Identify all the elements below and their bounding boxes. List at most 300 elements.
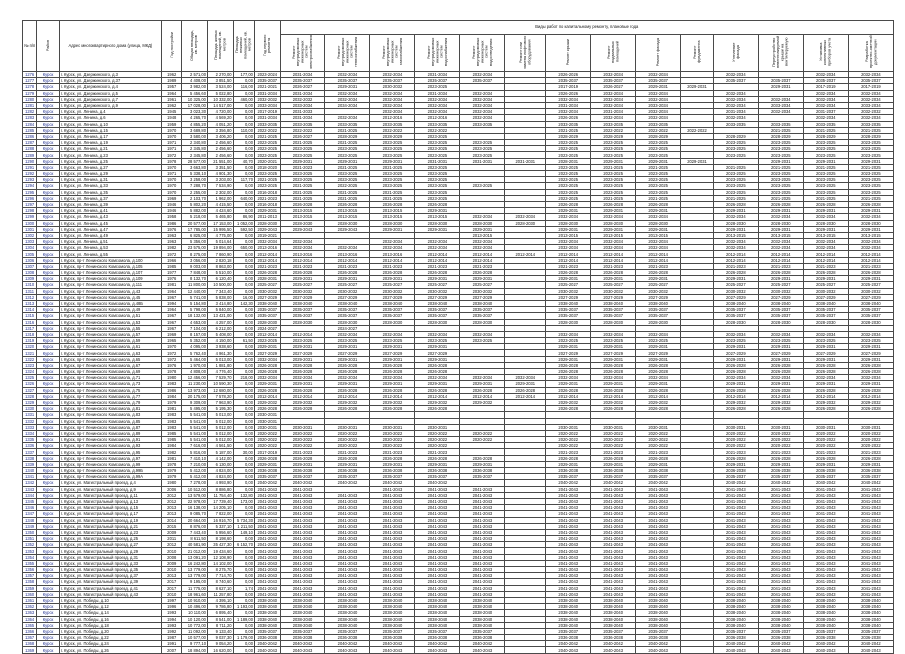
table-cell: 0,00 [233, 239, 254, 245]
table-cell: 2038-2040 [758, 616, 803, 622]
table-cell: 2027-2029 [546, 350, 591, 356]
row-number: 1358 [23, 579, 37, 585]
table-cell: 2041-2043 [325, 567, 370, 573]
table-cell: 2027-2029 [254, 294, 280, 300]
row-city: Курск [37, 350, 59, 356]
table-cell: 2028-2030 [848, 319, 893, 325]
table-cell: 2026-2028 [803, 201, 848, 207]
table-cell: 2041-2043 [713, 486, 758, 492]
table-cell: 8 157,00 [182, 331, 208, 337]
row-city: Курск [37, 604, 59, 610]
table-cell: 2028-2030 [370, 319, 415, 325]
table-cell: 2021-2025 [370, 189, 415, 195]
table-cell: 0,00 [233, 78, 254, 84]
table-cell: 1977 [161, 270, 181, 276]
table-cell: 2026-2028 [325, 201, 370, 207]
table-cell: 2027-2029 [370, 350, 415, 356]
table-cell: 9 195,00 [182, 579, 208, 585]
table-cell: 0,00 [233, 567, 254, 573]
row-number: 1285 [23, 127, 37, 133]
table-cell: 2032-2034 [803, 115, 848, 121]
row-city: Курск [37, 536, 59, 542]
table-cell: 2023-2025 [848, 189, 893, 195]
table-cell: 2032-2034 [591, 239, 636, 245]
table-cell: 2038-2040 [803, 616, 848, 622]
table-cell: 2032-2034 [325, 375, 370, 381]
table-cell: 2021-2025 [325, 140, 370, 146]
table-cell: 2032-2034 [803, 102, 848, 108]
table-cell: 0,00 [233, 381, 254, 387]
table-cell: 1983 [161, 418, 181, 424]
row-address: г. Курск, пр-т Ленинского Комсомола, д.85 [59, 418, 161, 424]
row-number: 1294 [23, 183, 37, 189]
table-cell: 2023-2025 [280, 146, 325, 152]
table-cell: 0,00 [233, 331, 254, 337]
table-cell: 2029-2032 [803, 399, 848, 405]
table-cell: 2040-2043 [713, 647, 758, 653]
table-cell: 2040-2043 [803, 647, 848, 653]
table-cell: 2032-2034 [415, 375, 460, 381]
table-cell: 2038-2040 [546, 616, 591, 622]
table-cell: 2023-2025 [758, 140, 803, 146]
row-number: 1290 [23, 158, 37, 164]
table-cell: 2032-2034 [636, 214, 681, 220]
table-cell: 2026-2027 [280, 84, 325, 90]
table-cell: 5 838,00 [207, 294, 233, 300]
table-cell: 2023-2025 [758, 152, 803, 158]
table-cell: 2038-2040 [415, 604, 460, 610]
table-cell: 2041-2043 [546, 554, 591, 560]
row-address: г. Курск, ул. Ленина, д.27 [59, 164, 161, 170]
table-cell: 2012-2014 [713, 393, 758, 399]
row-city: Курск [37, 399, 59, 405]
table-cell: 2041-2043 [415, 567, 460, 573]
table-cell: 2023-2025 [636, 177, 681, 183]
table-cell: 2016-2018 [254, 201, 280, 207]
table-cell: 2041-2043 [280, 560, 325, 566]
table-cell: 2035-2037 [254, 628, 280, 634]
table-cell: 2041-2043 [758, 585, 803, 591]
table-cell: 9 037,30 [207, 635, 233, 641]
table-cell: 2013-2015 [546, 232, 591, 238]
row-city: Курск [37, 140, 59, 146]
table-cell: 0,00 [233, 554, 254, 560]
table-cell: 2028-2030 [803, 220, 848, 226]
table-cell: 9 786,80 [207, 604, 233, 610]
table-cell: 2030-2031 [591, 424, 636, 430]
table-cell: 2040-2043 [758, 647, 803, 653]
table-cell: 5 541,00 [182, 437, 208, 443]
table-cell: 0,00 [233, 641, 254, 647]
table-cell: 2023-2025 [758, 189, 803, 195]
table-cell: 1983 [161, 381, 181, 387]
table-cell: 640,00 [233, 195, 254, 201]
row-number: 1366 [23, 628, 37, 634]
table-cell: 2032-2034 [280, 239, 325, 245]
table-cell: 2023-2025 [415, 152, 460, 158]
col-header-first-repair: Год первого ремонта [254, 21, 280, 72]
row-number: 1325 [23, 375, 37, 381]
row-address: г. Курск, ул. Победы, д.26 [59, 647, 161, 653]
table-cell: 2041-2043 [758, 492, 803, 498]
table-cell: 0,00 [233, 102, 254, 108]
capital-repair-table [22, 20, 894, 654]
table-cell: 7 278,00 [182, 480, 208, 486]
table-cell: 2041-2043 [254, 498, 280, 504]
row-city: Курск [37, 585, 59, 591]
table-cell: 40 581,90 [182, 542, 208, 548]
table-cell: 0,00 [233, 573, 254, 579]
table-cell: 2027-2029 [415, 350, 460, 356]
table-cell: 2030-2032 [254, 288, 280, 294]
row-number: 1304 [23, 245, 37, 251]
table-cell: 2040-2042 [803, 641, 848, 647]
table-cell: 2041-2043 [325, 492, 370, 498]
table-cell: 2026-2028 [280, 387, 325, 393]
table-cell: 0,00 [233, 146, 254, 152]
table-cell: 0,00 [233, 430, 254, 436]
table-cell: 2041-2043 [713, 505, 758, 511]
table-cell: 2026-2028 [803, 369, 848, 375]
table-cell: 2040-2042 [848, 641, 893, 647]
table-cell: 2021-2025 [370, 195, 415, 201]
table-cell: 7 860,90 [207, 251, 233, 257]
col-header-work-8: Ремонт подвальных помещений [591, 35, 636, 72]
table-cell: 2020-2022 [325, 437, 370, 443]
table-cell: 1969 [161, 195, 181, 201]
row-number: 1318 [23, 331, 37, 337]
table-cell: 7 822,00 [207, 511, 233, 517]
table-cell: 2023-2025 [803, 152, 848, 158]
table-cell: 2032-2034 [254, 356, 280, 362]
table-cell: 2029-2031 [758, 84, 803, 90]
table-cell: 2041-2043 [370, 529, 415, 535]
table-cell: 5 541,00 [182, 412, 208, 418]
table-cell: 2035-2037 [591, 78, 636, 84]
table-cell: 2012-2014 [280, 331, 325, 337]
table-cell: 2032-2034 [460, 102, 505, 108]
table-cell: 2020-2022 [591, 443, 636, 449]
table-cell: 2041-2043 [546, 560, 591, 566]
table-cell: 2041-2043 [460, 560, 505, 566]
table-cell: 2041-2043 [370, 579, 415, 585]
table-cell: 2035-2037 [803, 313, 848, 319]
table-cell: 2023-2025 [280, 177, 325, 183]
table-cell: 1 970,00 [182, 362, 208, 368]
row-number: 1329 [23, 399, 37, 405]
table-cell: 1978 [161, 158, 181, 164]
table-cell: 6 895,40 [207, 610, 233, 616]
row-number: 1300 [23, 220, 37, 226]
table-cell: 2026-2027 [280, 133, 325, 139]
table-cell: 2041-2043 [636, 511, 681, 517]
table-cell: 2035-2037 [636, 78, 681, 84]
table-cell: 2026-2028 [636, 369, 681, 375]
table-cell: 2041-2043 [325, 554, 370, 560]
table-cell: 2027-2029 [803, 294, 848, 300]
table-cell: 2032-2034 [803, 245, 848, 251]
table-cell: 2020-2022 [546, 430, 591, 436]
table-cell: 2026-2028 [758, 201, 803, 207]
table-cell: 2032-2034 [636, 239, 681, 245]
row-number: 1362 [23, 604, 37, 610]
table-cell: 2029-2031 [546, 356, 591, 362]
table-cell: 6 152,70 [233, 542, 254, 548]
row-address: г. Курск, ул. Ленина, д.49 [59, 232, 161, 238]
table-cell: 2020-2022 [636, 430, 681, 436]
table-cell: 2041-2043 [591, 536, 636, 542]
table-cell: 2029-2031 [370, 158, 415, 164]
table-cell: 2041-2043 [758, 554, 803, 560]
table-cell: 2035-2037 [803, 78, 848, 84]
row-address: г. Курск, пр-т Ленинского Комсомола, д.95 [59, 449, 161, 455]
table-cell: 2041-2043 [370, 548, 415, 554]
table-cell: 2041-2043 [280, 554, 325, 560]
table-cell: 2029-2043 [254, 226, 280, 232]
row-city: Курск [37, 220, 59, 226]
row-address: г. Курск, ул. Ленина, д.35 [59, 189, 161, 195]
table-cell: 2033-2034 [848, 102, 893, 108]
table-cell: 2031-2034 [415, 72, 460, 78]
table-cell: 2012-2014 [848, 257, 893, 263]
row-number: 1348 [23, 517, 37, 523]
col-header-work-5: Ремонт внутридомовых инженерных систем водоотведения [460, 35, 505, 72]
table-cell: 2041-2043 [848, 529, 893, 535]
row-address: г. Курск, пр-т Ленинского Комсомола, д.49 [59, 307, 161, 313]
row-city: Курск [37, 127, 59, 133]
table-cell: 5 541,00 [182, 418, 208, 424]
table-cell: 1991 [161, 641, 181, 647]
row-address: г. Курск, ул. Магистральный проезд, д.23 [59, 529, 161, 535]
table-cell: 2032-2034 [325, 115, 370, 121]
row-number: 1335 [23, 437, 37, 443]
table-cell: 2029-2031 [254, 208, 280, 214]
table-cell: 2032-2034 [848, 90, 893, 96]
table-cell: 2023-2025 [713, 146, 758, 152]
row-city: Курск [37, 461, 59, 467]
table-cell: 2024-2027 [254, 325, 280, 331]
table-cell: 2021-2025 [758, 127, 803, 133]
table-cell: 2023-2025 [758, 183, 803, 189]
table-cell: 2041-2043 [370, 542, 415, 548]
table-cell: 3 689,80 [182, 127, 208, 133]
table-cell: 0,00 [233, 412, 254, 418]
table-cell: 0,00 [233, 511, 254, 517]
table-cell: 2015 [161, 523, 181, 529]
table-cell: 2031-2034 [254, 90, 280, 96]
table-cell: 2012-2014 [280, 257, 325, 263]
table-cell: 2036-2038 [325, 468, 370, 474]
table-cell: 2 340,80 [182, 140, 208, 146]
table-cell: 1967 [161, 319, 181, 325]
table-cell: 2041-2043 [636, 523, 681, 529]
table-cell: 2025-2027 [460, 282, 505, 288]
table-cell: 2038-2040 [713, 597, 758, 603]
row-city: Курск [37, 362, 59, 368]
row-number: 1292 [23, 171, 37, 177]
table-cell: 2041-2043 [591, 492, 636, 498]
row-city: Курск [37, 455, 59, 461]
row-address: г. Курск, ул. Ленина, д.41 [59, 208, 161, 214]
table-cell: 2041-2043 [636, 536, 681, 542]
table-cell: 2026-2028 [848, 270, 893, 276]
table-cell: 2038-2040 [758, 622, 803, 628]
table-cell: 2032-2034 [591, 375, 636, 381]
table-cell: 2023-2025 [803, 338, 848, 344]
row-address: г. Курск, ул. Победы, д.20 [59, 628, 161, 634]
table-cell: 1985 [161, 437, 181, 443]
table-cell: 2013-2016 [254, 245, 280, 251]
table-cell: 5 541,00 [182, 430, 208, 436]
table-cell: 2035-2037 [460, 307, 505, 313]
row-city: Курск [37, 375, 59, 381]
table-cell: 8 275,70 [207, 567, 233, 573]
table-cell: 2041-2043 [803, 486, 848, 492]
table-cell: 2031-2034 [254, 115, 280, 121]
table-cell: 2013-2015 [713, 232, 758, 238]
table-cell: 2035-2037 [325, 307, 370, 313]
table-cell: 2020-2022 [848, 437, 893, 443]
table-cell: 2020-2022 [591, 437, 636, 443]
table-cell: 2029-2031 [546, 344, 591, 350]
table-cell: 2041-2043 [758, 505, 803, 511]
row-address: г. Курск, пр-т Ленинского Комсомола, д.61 [59, 344, 161, 350]
row-city: Курск [37, 430, 59, 436]
table-cell: 13 779,00 [182, 573, 208, 579]
table-cell: 2023-2025 [803, 177, 848, 183]
table-cell: 2032-2034 [280, 245, 325, 251]
table-cell: 2036-2038 [848, 635, 893, 641]
table-cell: 8 876,00 [182, 523, 208, 529]
row-number: 1347 [23, 511, 37, 517]
table-cell: 2025-2027 [758, 282, 803, 288]
table-cell: 2041-2043 [758, 591, 803, 597]
table-cell: 2041-2043 [415, 542, 460, 548]
table-cell: 0,00 [233, 597, 254, 603]
table-cell: 2032-2034 [370, 109, 415, 115]
row-number: 1301 [23, 226, 37, 232]
table-cell: 2035-2037 [803, 307, 848, 313]
table-cell: 16,00 [233, 294, 254, 300]
row-address: г. Курск, пр-т Ленинского Комсомола, д.65 [59, 356, 161, 362]
table-cell: 2012-2014 [636, 251, 681, 257]
table-cell: 4 653,00 [182, 319, 208, 325]
row-address: г. Курск, ул. Дзержинского, д.37 [59, 78, 161, 84]
table-cell: 2041-2043 [713, 517, 758, 523]
table-cell: 2029-2031 [848, 226, 893, 232]
table-cell: 1964 [161, 288, 181, 294]
table-cell: 2030-2032 [803, 288, 848, 294]
table-cell: 2038-2040 [460, 597, 505, 603]
table-cell: 2033-2035 [415, 121, 460, 127]
table-cell: 0,00 [233, 189, 254, 195]
table-cell: 2023-2025 [591, 171, 636, 177]
table-cell: 2029-2032 [280, 399, 325, 405]
table-cell: 2041-2043 [460, 567, 505, 573]
table-cell: 0,00 [233, 579, 254, 585]
table-cell: 2026-2028 [803, 362, 848, 368]
table-cell: 2040-2042 [546, 480, 591, 486]
table-cell: 2023-2025 [803, 146, 848, 152]
table-cell: 2012-2014 [803, 393, 848, 399]
table-cell: 2021-2023 [713, 263, 758, 269]
row-number: 1336 [23, 443, 37, 449]
table-cell: 2013-2015 [758, 232, 803, 238]
table-cell: 2029-2031 [370, 276, 415, 282]
table-cell: 2035-2037 [758, 78, 803, 84]
table-cell: 2038-2040 [636, 300, 681, 306]
table-cell: 2023-2025 [803, 140, 848, 146]
row-number: 1320 [23, 344, 37, 350]
table-cell: 12 680,00 [207, 387, 233, 393]
row-address: г. Курск, ул. Дзержинского, д.7 [59, 96, 161, 102]
table-cell: 2036-2038 [758, 468, 803, 474]
table-cell: 2022-2022 [415, 127, 460, 133]
table-cell: 2036-2038 [460, 468, 505, 474]
table-cell: 2041-2043 [280, 523, 325, 529]
table-cell: 2038-2040 [591, 597, 636, 603]
table-cell: 5 014,64 [207, 239, 233, 245]
row-address: г. Курск, пр-т Ленинского Комсомола, д.71 [59, 375, 161, 381]
table-cell: 2026-2028 [280, 455, 325, 461]
table-cell: 2041-2043 [280, 517, 325, 523]
table-cell: 2023-2025 [370, 152, 415, 158]
table-cell: 2033-2035 [758, 121, 803, 127]
table-cell: 2038-2040 [591, 610, 636, 616]
table-cell: 2028-2030 [370, 220, 415, 226]
table-cell: 4 855,20 [182, 121, 208, 127]
table-cell: 1978 [161, 461, 181, 467]
table-cell: 2035-2037 [370, 628, 415, 634]
table-cell: 2041-2043 [713, 560, 758, 566]
table-cell: 2013 [161, 505, 181, 511]
table-cell: 2012-2014 [505, 393, 546, 399]
table-cell: 2038-2040 [713, 604, 758, 610]
table-cell: 4 961,30 [207, 350, 233, 356]
table-cell: 10 332,00 [207, 96, 233, 102]
row-address: г. Курск, ул. Ленина, д.19 [59, 140, 161, 146]
table-cell: 2026-2028 [280, 362, 325, 368]
table-cell: 2040-2043 [280, 647, 325, 653]
table-cell: 2020-2022 [758, 443, 803, 449]
table-cell: 2029-2031 [591, 158, 636, 164]
col-header-area: Общая площадь, кв. метров [182, 21, 208, 72]
table-cell: 2020-2022 [758, 437, 803, 443]
table-cell: 2028-2030 [546, 319, 591, 325]
table-cell: 2013-2016 [280, 251, 325, 257]
table-cell: 0,00 [233, 115, 254, 121]
table-cell: 2020-2022 [758, 430, 803, 436]
table-cell: 7 288,70 [182, 183, 208, 189]
table-cell: 8 198,60 [207, 536, 233, 542]
table-cell: 1980 [161, 375, 181, 381]
table-cell: 2041-2043 [848, 554, 893, 560]
table-cell: 2041-2043 [591, 486, 636, 492]
row-number: 1355 [23, 560, 37, 566]
table-cell: 2026-2028 [636, 406, 681, 412]
table-cell: 3 406,20 [207, 133, 233, 139]
row-address: г. Курск, пр-т Ленинского Комсомола, д.111 [59, 282, 161, 288]
table-cell: 2026-2028 [325, 369, 370, 375]
table-cell: 2031-2034 [280, 115, 325, 121]
table-cell: 1967 [161, 294, 181, 300]
table-cell: 2028-2030 [280, 220, 325, 226]
table-cell: 2021-2023 [591, 449, 636, 455]
table-cell: 2041-2043 [803, 542, 848, 548]
table-cell: 2035-2037 [713, 628, 758, 634]
table-cell: 2023-2025 [415, 140, 460, 146]
table-cell: 2038-2040 [848, 610, 893, 616]
